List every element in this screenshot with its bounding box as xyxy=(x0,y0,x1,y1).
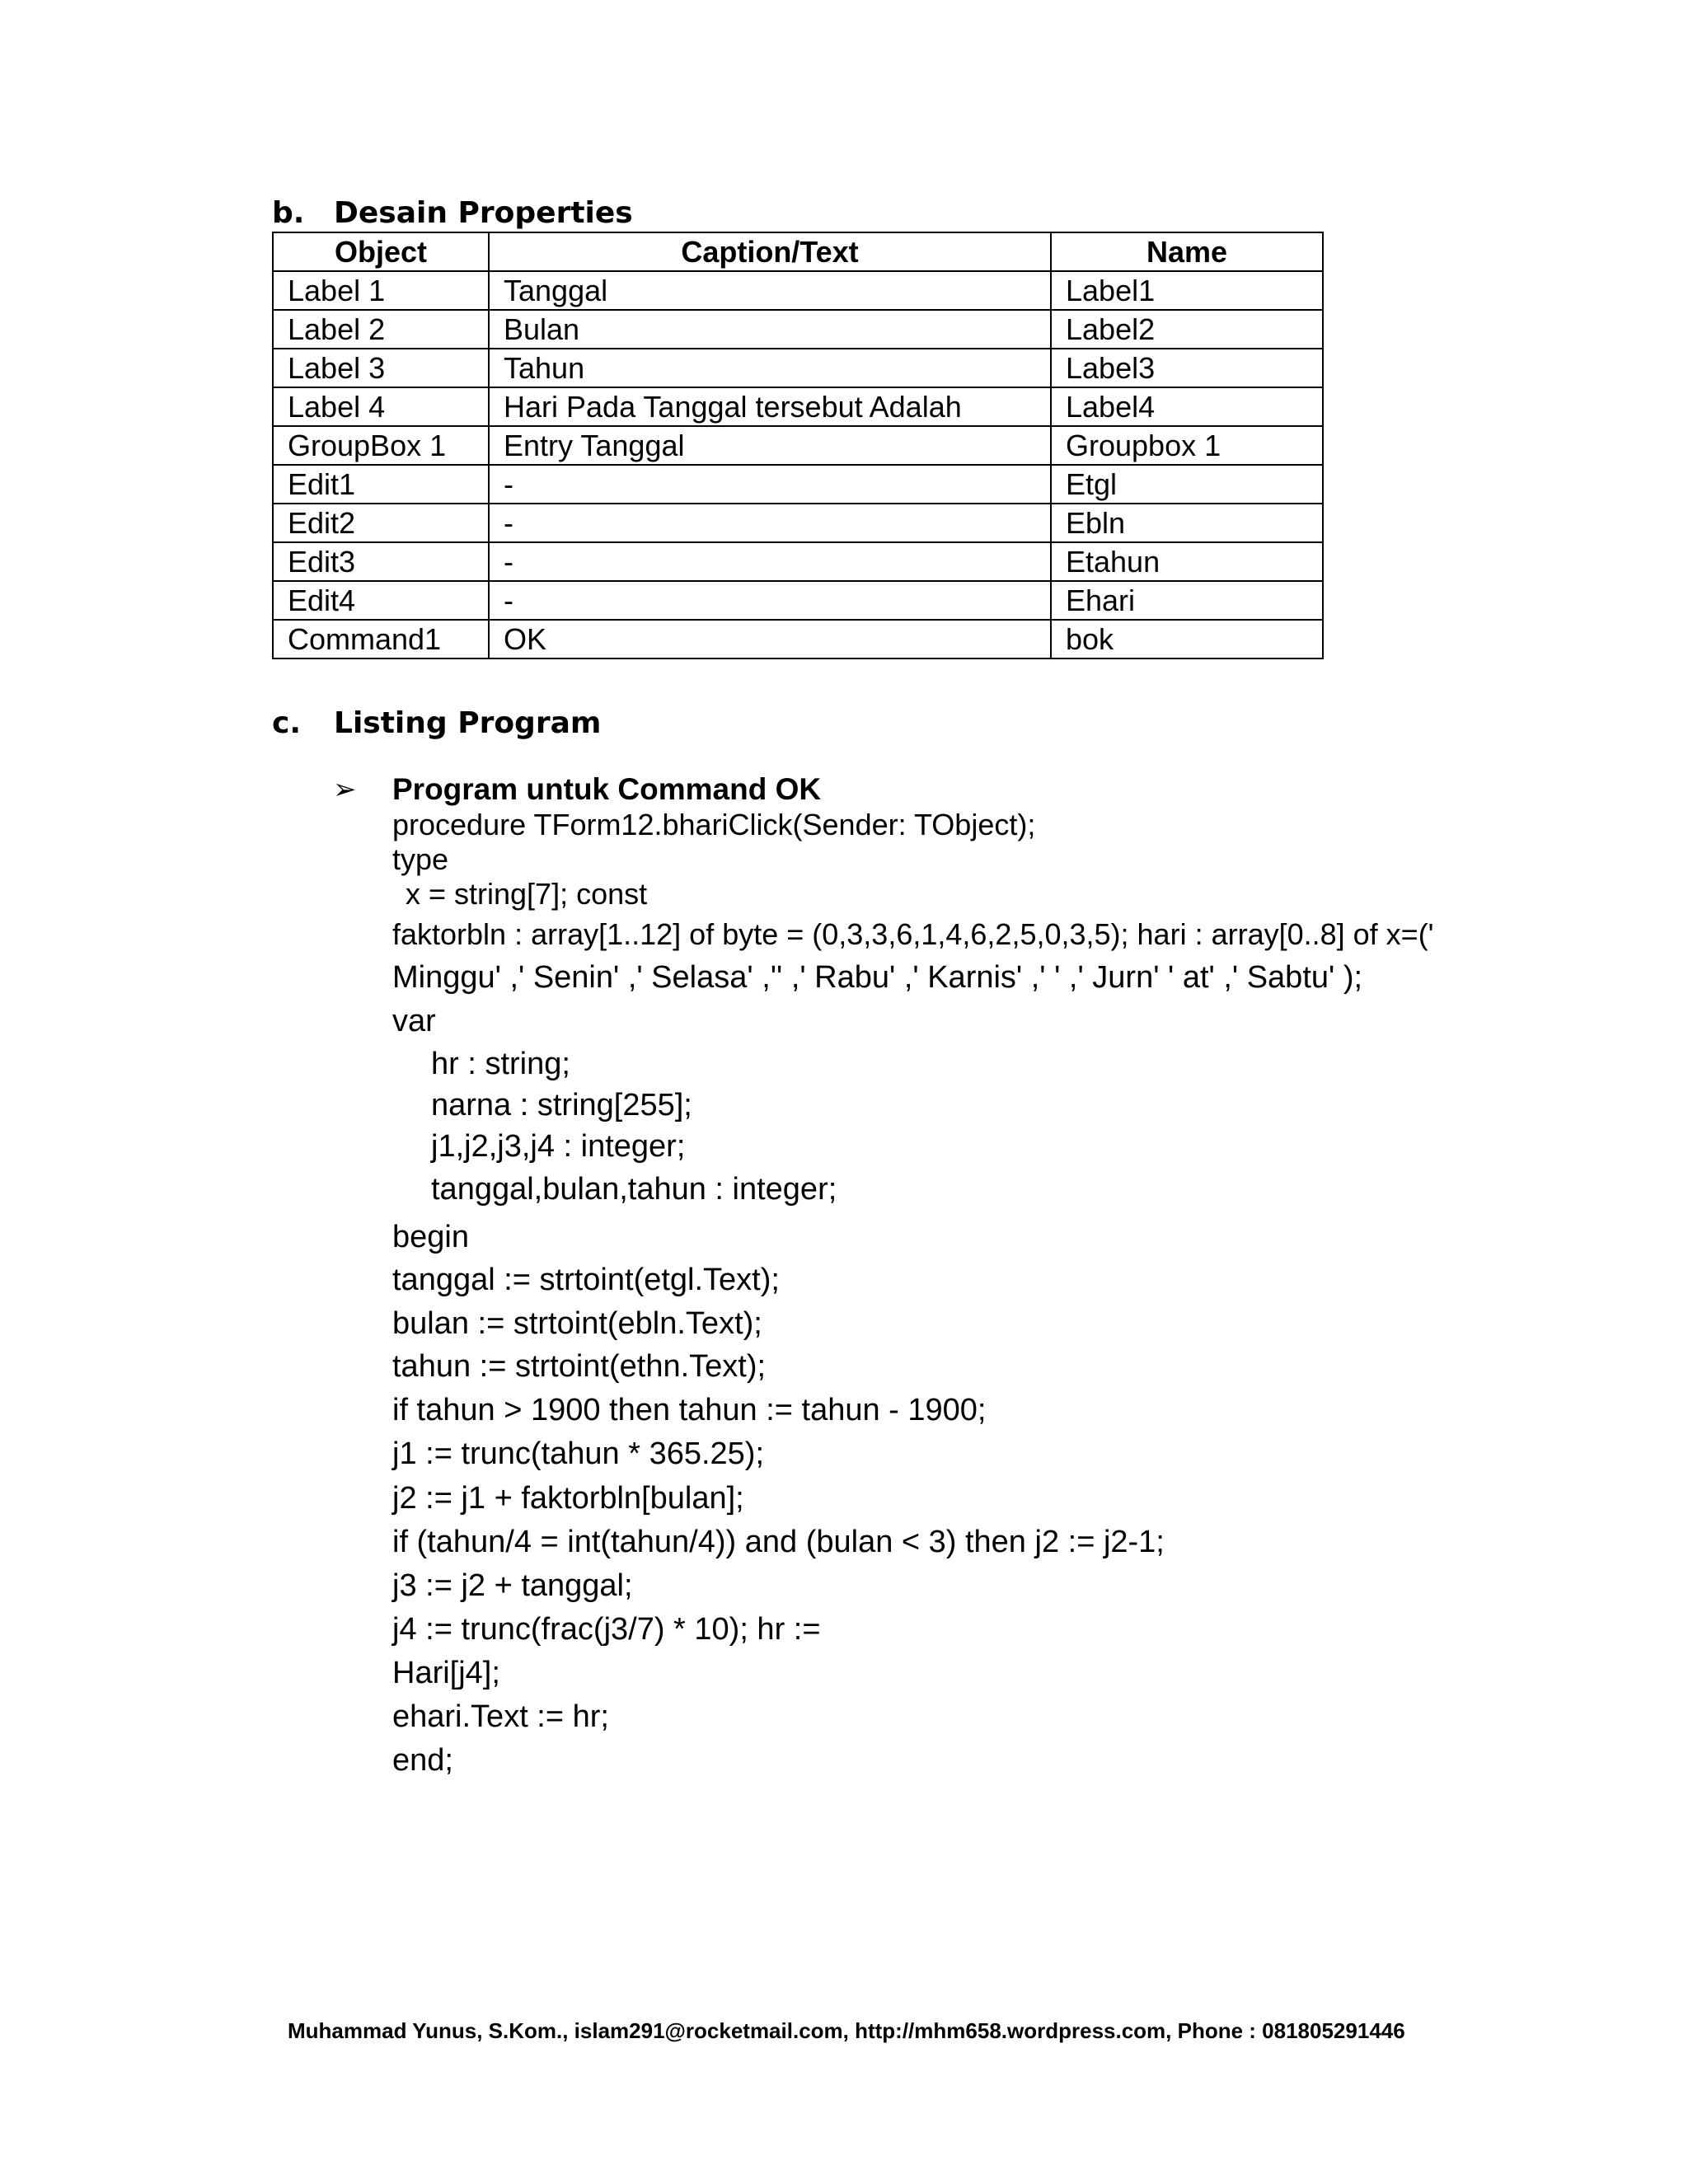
cell-caption: - xyxy=(489,542,1051,581)
code-line: ehari.Text := hr; xyxy=(392,1699,609,1734)
code-line: tahun := strtoint(ethn.Text); xyxy=(392,1349,767,1384)
code-line: tanggal,bulan,tahun : integer; xyxy=(431,1172,837,1207)
section-c-letter: c. xyxy=(272,706,302,740)
cell-name: Ebln xyxy=(1051,504,1323,542)
code-line: j4 := trunc(frac(j3/7) * 10); hr := xyxy=(392,1612,821,1647)
cell-caption: Hari Pada Tanggal tersebut Adalah xyxy=(489,387,1051,426)
properties-table xyxy=(272,232,1324,659)
code-line: hr : string; xyxy=(431,1047,570,1081)
listing-title: Program untuk Command OK xyxy=(392,772,822,806)
cell-object: Edit2 xyxy=(273,504,489,542)
code-line: var xyxy=(392,1004,436,1038)
cell-name: Label3 xyxy=(1051,349,1323,387)
code-line: procedure TForm12.bhariClick(Sender: TObject); xyxy=(392,808,1036,841)
cell-object: Label 3 xyxy=(273,349,489,387)
cell-caption: - xyxy=(489,504,1051,542)
cell-name: Etgl xyxy=(1051,465,1323,504)
cell-object: Label 4 xyxy=(273,387,489,426)
code-line: j2 := j1 + faktorbln[bulan]; xyxy=(392,1481,744,1516)
table-row xyxy=(273,542,1323,581)
header-name: Name xyxy=(1051,232,1323,271)
table-row xyxy=(273,465,1323,504)
table-row xyxy=(273,504,1323,542)
code-line: x = string[7]; const xyxy=(406,877,648,911)
cell-name: Label4 xyxy=(1051,387,1323,426)
code-line: tanggal := strtoint(etgl.Text); xyxy=(392,1263,780,1297)
code-line: Minggu' ,' Senin' ,' Selasa' ,'' ,' Rabu' ,' Karnis' ,' ' ,' Jurn' ' at' ,' Sabtu' ); xyxy=(392,960,1363,995)
code-line: j1 := trunc(tahun * 365.25); xyxy=(392,1436,765,1471)
table-row xyxy=(273,620,1323,658)
cell-object: Label 1 xyxy=(273,271,489,310)
footer-contact: Muhammad Yunus, S.Kom., islam291@rocketmail.com, http://mhm658.wordpress.com, Phone : 081805291446 xyxy=(288,2018,1405,2043)
cell-object: Edit3 xyxy=(273,542,489,581)
cell-caption: Bulan xyxy=(489,310,1051,349)
cell-caption: Entry Tanggal xyxy=(489,426,1051,465)
table-row xyxy=(273,581,1323,620)
cell-caption: - xyxy=(489,581,1051,620)
header-object: Object xyxy=(273,232,489,271)
table-row xyxy=(273,426,1323,465)
arrow-bullet-icon: ➢ xyxy=(333,773,357,806)
cell-name: Label1 xyxy=(1051,271,1323,310)
code-line: Hari[j4]; xyxy=(392,1656,500,1690)
cell-object: Label 2 xyxy=(273,310,489,349)
code-line: narna : string[255]; xyxy=(431,1088,692,1122)
table-header-row xyxy=(273,232,1323,271)
section-c-title: Listing Program xyxy=(334,706,602,740)
cell-object: Command1 xyxy=(273,620,489,658)
cell-name: Label2 xyxy=(1051,310,1323,349)
cell-name: Etahun xyxy=(1051,542,1323,581)
cell-caption: Tahun xyxy=(489,349,1051,387)
cell-caption: Tanggal xyxy=(489,271,1051,310)
cell-name: Groupbox 1 xyxy=(1051,426,1323,465)
code-line: if tahun > 1900 then tahun := tahun - 1900; xyxy=(392,1393,987,1427)
cell-object: Edit1 xyxy=(273,465,489,504)
cell-object: GroupBox 1 xyxy=(273,426,489,465)
code-line: faktorbln : array[1..12] of byte = (0,3,3,6,1,4,6,2,5,0,3,5); hari : array[0..8] of x=(' xyxy=(392,917,1434,951)
cell-name: bok xyxy=(1051,620,1323,658)
table-row xyxy=(273,349,1323,387)
table-row xyxy=(273,387,1323,426)
code-line: j3 := j2 + tanggal; xyxy=(392,1568,633,1603)
code-line: j1,j2,j3,j4 : integer; xyxy=(431,1129,686,1164)
table-row xyxy=(273,271,1323,310)
section-c-heading xyxy=(272,707,601,740)
code-line: begin xyxy=(392,1220,469,1254)
cell-object: Edit4 xyxy=(273,581,489,620)
section-b-title: Desain Properties xyxy=(334,196,633,230)
code-line: if (tahun/4 = int(tahun/4)) and (bulan < 3) then j2 := j2-1; xyxy=(392,1525,1165,1559)
cell-caption: OK xyxy=(489,620,1051,658)
code-line: bulan := strtoint(ebln.Text); xyxy=(392,1306,762,1341)
table-row xyxy=(273,310,1323,349)
cell-caption: - xyxy=(489,465,1051,504)
header-caption: Caption/Text xyxy=(489,232,1051,271)
section-b-letter: b. xyxy=(272,196,305,230)
section-b-heading xyxy=(272,197,633,230)
cell-name: Ehari xyxy=(1051,581,1323,620)
code-line: end; xyxy=(392,1743,453,1778)
code-line: type xyxy=(392,842,449,876)
